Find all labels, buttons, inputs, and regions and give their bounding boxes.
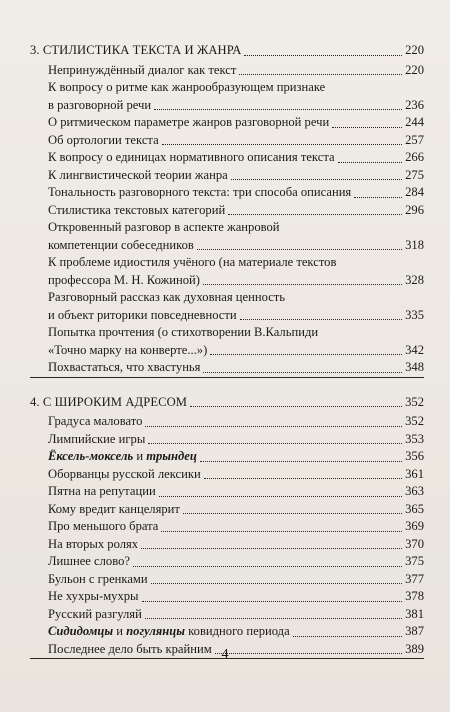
toc-entry: [30, 184, 424, 202]
entry-title: Русский разгуляй: [48, 606, 142, 621]
section-heading: [30, 394, 424, 412]
toc-entry: [30, 501, 424, 519]
dot-leader: [210, 354, 402, 355]
entry-title: К лингвистической теории жанра: [48, 167, 228, 182]
toc-entry: [30, 553, 424, 571]
page-ref: 363: [405, 484, 424, 498]
dot-leader: [162, 144, 402, 145]
entry-title: Тональность разговорного текста: три способа описания: [48, 185, 352, 199]
dot-leader: [204, 478, 402, 479]
page-ref: 381: [405, 606, 424, 621]
page-ref: 257: [405, 132, 424, 147]
entry-title: Лимпийские игры: [48, 431, 146, 446]
dot-leader: [244, 55, 402, 56]
dot-leader: [231, 179, 402, 180]
page-ref: 348: [405, 360, 424, 374]
page-ref: 361: [405, 466, 424, 481]
toc-entry: [30, 448, 424, 466]
toc-entry: [30, 237, 424, 255]
entry-title: Не хухры-мухры: [48, 589, 139, 603]
page-ref: 377: [405, 571, 424, 586]
page-ref: 375: [405, 554, 424, 568]
page-ref: 353: [405, 431, 424, 446]
entry-text: и: [133, 449, 147, 463]
entry-title: К вопросу о единицах нормативного описания текста: [48, 150, 335, 164]
dot-leader: [141, 548, 402, 549]
page-ref: 318: [405, 237, 424, 252]
toc-entry: [30, 588, 424, 606]
entry-title: Лишнее слово?: [48, 554, 130, 568]
table-of-contents: [30, 42, 424, 659]
toc-entry: [30, 114, 424, 132]
toc-entry: [30, 97, 424, 115]
entry-title: О ритмическом параметре жанров разговорной речи: [48, 115, 330, 129]
page-ref: 365: [405, 501, 424, 516]
page-ref: 389: [405, 641, 424, 656]
dot-leader: [154, 109, 402, 110]
entry-title: Непринуждённый диалог как текст: [48, 62, 237, 77]
entry-title: Пятна на репутации: [48, 484, 156, 498]
page-ref: 284: [405, 185, 424, 199]
page-ref: 335: [405, 307, 424, 322]
entry-title: Попытка прочтения (о стихотворении В.Кальпиди: [48, 325, 319, 339]
dot-leader: [228, 214, 402, 215]
entry-title: [48, 448, 197, 466]
dot-leader: [293, 636, 402, 637]
toc-entry-line: [30, 254, 424, 272]
entry-title: Разговорный рассказ как духовная ценность: [48, 290, 286, 304]
entry-text: и: [113, 624, 127, 638]
page-ref: 370: [405, 536, 424, 551]
dot-leader: [239, 74, 402, 75]
section-title: 3. СТИЛИСТИКА ТЕКСТА И ЖАНРА: [30, 43, 242, 57]
dot-leader: [133, 566, 402, 567]
section-title: 4. С ШИРОКИМ АДРЕСОМ: [30, 394, 188, 409]
page-ref: 378: [405, 589, 424, 603]
page-ref: 387: [405, 624, 424, 638]
entry-title: К проблеме идиостиля учёного (на материале текстов: [48, 255, 337, 269]
dot-leader: [354, 197, 402, 198]
emphasized-term: трындец: [146, 449, 197, 463]
emphasized-term: Ёксель-моксель: [48, 449, 134, 463]
toc-entry: [30, 483, 424, 501]
page-ref: 220: [405, 43, 424, 57]
entry-title-continued: в разговорной речи: [48, 97, 152, 112]
dot-leader: [332, 127, 402, 128]
dot-leader: [183, 513, 402, 514]
toc-entry: [30, 571, 424, 589]
entry-title: На вторых ролях: [48, 536, 139, 551]
entry-title: Об ортологии текста: [48, 132, 159, 147]
toc-entry: [30, 307, 424, 325]
dot-leader: [338, 162, 403, 163]
entry-title: Стилистика текстовых категорий: [48, 202, 226, 217]
page-ref: 275: [405, 167, 424, 182]
dot-leader: [190, 406, 402, 407]
toc-entry: [30, 518, 424, 536]
dot-leader: [151, 583, 402, 584]
page-ref: 244: [405, 115, 424, 129]
page-ref: 296: [405, 202, 424, 217]
toc-entry: [30, 606, 424, 624]
page-ref: 220: [405, 62, 424, 77]
page-ref: 369: [405, 519, 424, 533]
page-number: 4: [221, 647, 229, 662]
toc-entry: [30, 62, 424, 80]
page-ref: 236: [405, 97, 424, 112]
dot-leader: [148, 443, 402, 444]
entry-title: Откровенный разговор в аспекте жанровой: [48, 220, 280, 234]
toc-entry: [30, 431, 424, 449]
entry-text: ковидного периода: [185, 624, 290, 638]
page-ref: 328: [405, 272, 424, 287]
toc-entry: [30, 413, 424, 431]
toc-entry: [30, 132, 424, 150]
page-ref: 352: [405, 414, 424, 428]
page-ref: 356: [405, 449, 424, 463]
toc-entry: [30, 342, 424, 360]
entry-title: Похвастаться, что хвастунья: [48, 360, 201, 374]
section-heading: [30, 42, 424, 60]
toc-entry-line: [30, 289, 424, 307]
entry-title-continued: компетенции собеседников: [48, 237, 194, 252]
toc-entry: [30, 623, 424, 641]
dot-leader: [197, 249, 402, 250]
toc-entry-line: [30, 79, 424, 97]
toc-entry-line: [30, 219, 424, 237]
entry-title-continued: профессора М. Н. Кожиной): [48, 272, 200, 287]
entry-title: Последнее дело быть крайним: [48, 641, 212, 656]
entry-title: [48, 623, 290, 641]
dot-leader: [161, 531, 402, 532]
toc-entry: [30, 536, 424, 554]
entry-title: Кому вредит канцелярит: [48, 501, 180, 516]
entry-title: Оборванцы русской лексики: [48, 466, 201, 481]
toc-entry: [30, 167, 424, 185]
entry-title-continued: и объект риторики повседневности: [48, 307, 237, 322]
emphasized-term: Сидидомцы: [48, 624, 114, 638]
dot-leader: [200, 461, 402, 462]
emphasized-term: погулянцы: [126, 624, 186, 638]
entry-title: Градуса маловато: [48, 414, 143, 428]
section-gap: [30, 378, 424, 394]
toc-entry: [30, 149, 424, 167]
page-ref: 266: [405, 150, 424, 164]
dot-leader: [142, 601, 403, 602]
entry-title-continued: «Точно марку на конверте...»): [48, 342, 208, 357]
section-entries: [30, 413, 424, 658]
dot-leader: [240, 319, 402, 320]
entry-title: Про меньшого брата: [48, 519, 159, 533]
section-entries: [30, 62, 424, 377]
toc-entry: [30, 272, 424, 290]
dot-leader: [203, 372, 402, 373]
toc-entry: [30, 359, 424, 377]
page-ref: 342: [405, 342, 424, 357]
entry-title: К вопросу о ритме как жанрообразующем признаке: [48, 80, 326, 94]
toc-entry: [30, 202, 424, 220]
page-ref: 352: [405, 394, 424, 409]
toc-entry-line: [30, 324, 424, 342]
entry-title: Бульон с гренками: [48, 571, 148, 586]
dot-leader: [145, 618, 402, 619]
dot-leader: [159, 496, 402, 497]
dot-leader: [203, 284, 402, 285]
dot-leader: [145, 426, 402, 427]
toc-entry: [30, 466, 424, 484]
